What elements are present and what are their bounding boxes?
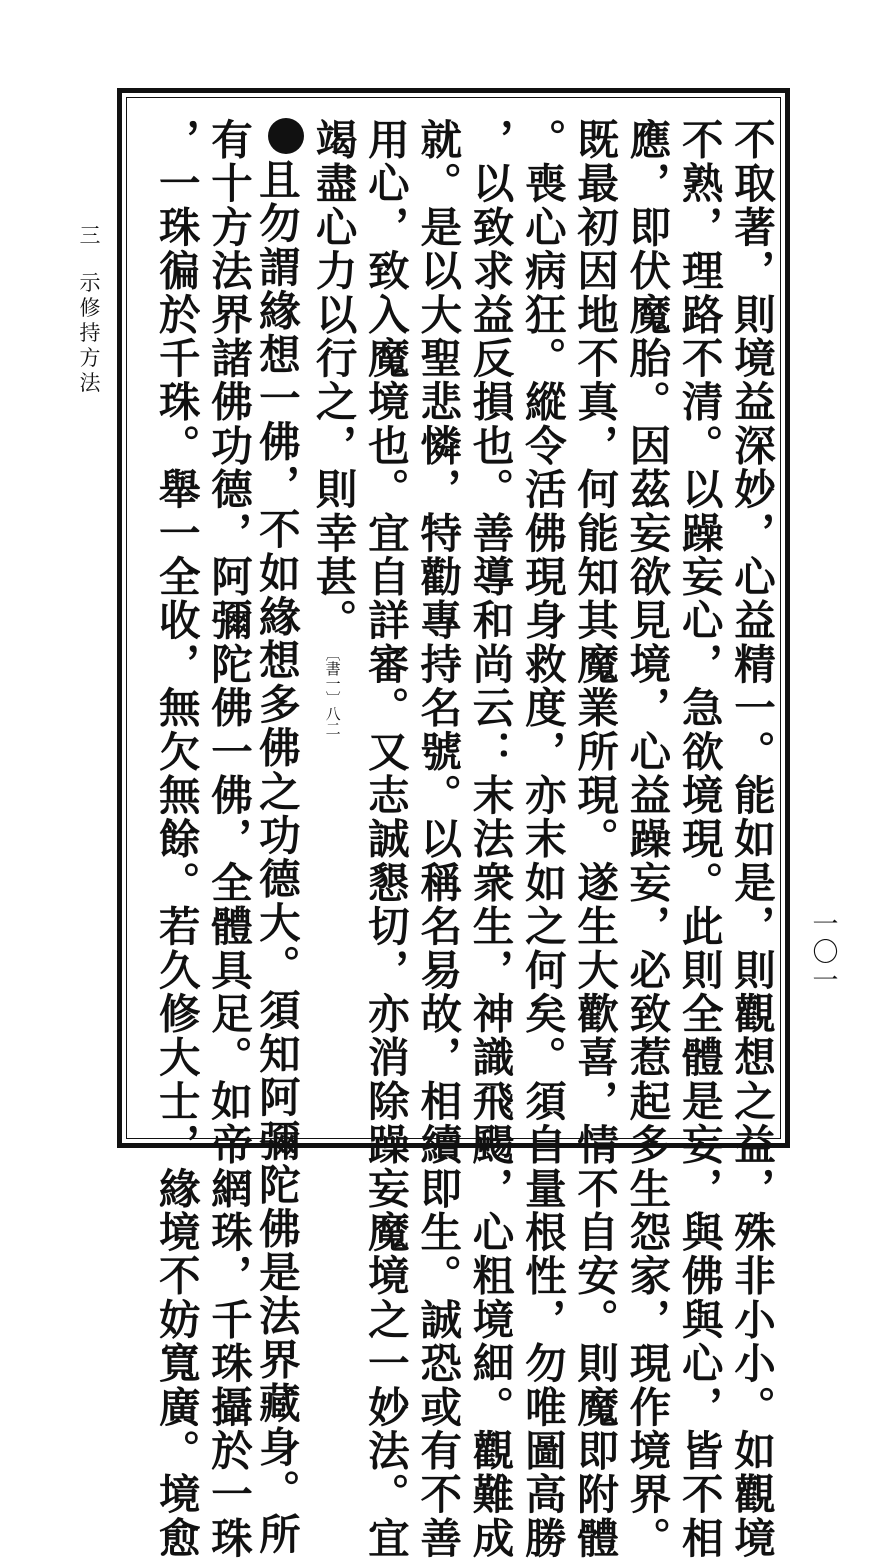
text-column: ，以致求益反損也。善導和尚云：末法衆生，神識飛颺，心粗境細。觀難成 [465, 118, 515, 1560]
running-header [72, 224, 106, 397]
text-column: 就。是以大聖悲憐，特勸專持名號。以稱名易故，相續即生。誠恐或有不善 [413, 118, 463, 1560]
text-column-content: 且勿謂緣想一佛，不如緣想多佛之功德大。須知阿彌陀佛是法界藏身。所 [251, 158, 301, 1557]
text-column: 用心，致入魔境也。宜自詳審。又志誠懇切，亦消除躁妄魔境之一妙法。宜 [360, 118, 410, 1560]
text-column: 。喪心病狂。縱令活佛現身救度，亦末如之何矣。須自量根性，勿唯圖高勝 [517, 118, 567, 1560]
page-number: 一〇一 [808, 910, 838, 994]
text-column: 應，即伏魔胎。因茲妄欲見境，心益躁妄，必致惹起多生怨家，現作境界。 [622, 118, 672, 1560]
chapter-title: 示修持方法 [77, 271, 101, 397]
text-column: 不取著，則境益深妙，心益精一。能如是，則觀想之益，殊非小小。如觀境 [727, 118, 776, 1560]
text-column: ，一珠徧於千珠。舉一全收，無欠無餘。若久修大士，緣境不妨寬廣。境愈 [151, 118, 201, 1560]
chapter-number: 三 [77, 224, 101, 249]
text-column-content: 竭盡心力以行之，則幸甚。 [308, 118, 358, 643]
source-note: ︹書一︺八二 [323, 646, 342, 737]
text-column: 有十方法界諸佛功德，阿彌陀佛一佛，全體具足。如帝網珠，千珠攝於一珠 [204, 118, 254, 1560]
text-column: 既最初因地不真，何能知其魔業所現。遂生大歡喜，情不自安。則魔即附體 [570, 118, 620, 1560]
text-column [309, 118, 357, 1128]
bullet-icon [268, 118, 304, 154]
text-column [251, 118, 304, 1557]
text-column: 不熟，理路不清。以躁妄心，急欲境現。此則全體是妄，與佛與心，皆不相 [674, 118, 724, 1560]
text-body [151, 118, 776, 1560]
